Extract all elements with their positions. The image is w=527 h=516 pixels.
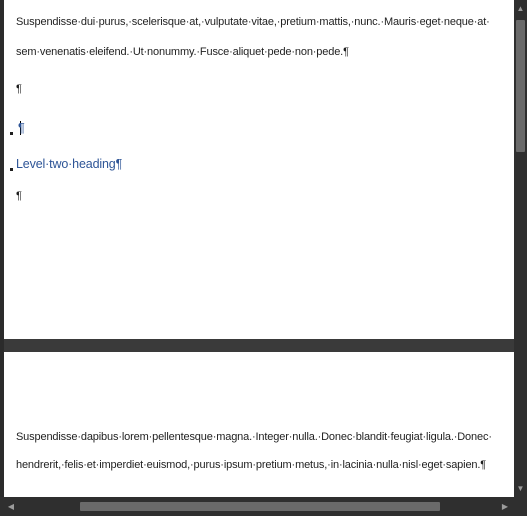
paragraph-line[interactable]: Suspendisse·dui·purus,·scelerisque·at,·vulputate·vitae,·pretium·mattis,·nunc.·Mauris·eget·neque·at· bbox=[16, 16, 490, 28]
paragraph-line[interactable]: sem·venenatis·eleifend.·Ut·nonummy.·Fusce·aliquet·pede·non·pede.¶ bbox=[16, 46, 349, 58]
horizontal-scrollbar[interactable] bbox=[0, 497, 527, 516]
page-break-gap bbox=[4, 339, 514, 352]
empty-heading-paragraph[interactable]: ¶ bbox=[18, 121, 25, 135]
scroll-right-icon[interactable]: ▶ bbox=[501, 502, 509, 511]
scroll-up-icon[interactable]: ▲ bbox=[516, 4, 525, 13]
heading-style-marker bbox=[10, 132, 13, 135]
paragraph-line[interactable]: hendrerit,·felis·et·imperdiet·euismod,·purus·ipsum·pretium·metus,·in·lacinia·nulla·nisl·eget·sapien.¶ bbox=[16, 459, 487, 471]
level-two-heading[interactable]: Level·two·heading¶ bbox=[16, 157, 123, 171]
document-page-2[interactable] bbox=[4, 352, 514, 497]
paragraph-line[interactable]: Suspendisse·dapibus·lorem·pellentesque·magna.·Integer·nulla.·Donec·blandit·feugiat·ligula.·Donec· bbox=[16, 431, 492, 443]
empty-paragraph-mark[interactable]: ¶ bbox=[16, 190, 22, 202]
empty-paragraph-mark[interactable]: ¶ bbox=[16, 83, 22, 95]
scrollbar-corner bbox=[514, 497, 527, 516]
scroll-down-icon[interactable]: ▼ bbox=[516, 484, 525, 493]
heading-style-marker bbox=[10, 168, 13, 171]
document-page-1[interactable] bbox=[4, 0, 514, 339]
horizontal-scroll-thumb[interactable] bbox=[80, 502, 440, 511]
vertical-scrollbar[interactable] bbox=[514, 0, 527, 497]
vertical-scroll-thumb[interactable] bbox=[516, 20, 525, 152]
scroll-left-icon[interactable]: ◀ bbox=[7, 502, 15, 511]
